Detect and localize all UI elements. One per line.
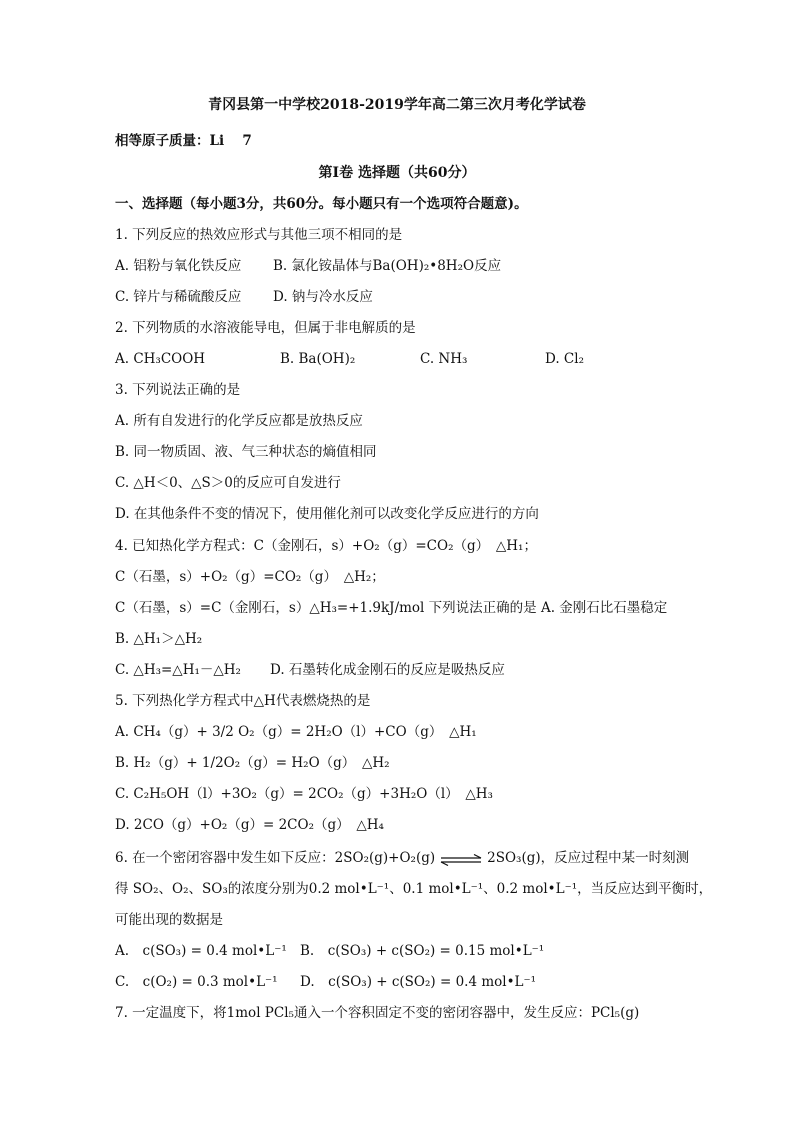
question-6-options-cd (115, 973, 536, 991)
q4-option-c: C. △H₃=△H₁－△H₂ (115, 662, 241, 678)
question-1-options-cd (115, 288, 373, 306)
question-6-options-ab (115, 942, 544, 960)
q2-option-c: C. NH₃ (420, 351, 468, 367)
q2-option-d: D. Cl₂ (545, 351, 584, 367)
q4-option-b: B. △H₁＞△H₂ (115, 631, 203, 647)
q1-option-d: D. 钠与冷水反应 (273, 289, 373, 305)
question-6-line-3: 可能出现的数据是 (115, 912, 223, 928)
section-heading: 第Ⅰ卷 选择题（共60分） (318, 165, 476, 181)
q6-option-b: B. c(SO₃) + c(SO₂) = 0.15 mol•L⁻¹ (300, 943, 545, 959)
question-4-options-cd (115, 661, 505, 679)
q3-option-b: B. 同一物质固、液、气三种状态的熵值相同 (115, 444, 377, 460)
question-6-line-1 (115, 849, 689, 867)
question-6-line-2: 得 SO₂、O₂、SO₃的浓度分别为0.2 mol•L⁻¹、0.1 mol•L⁻¹、0.2 mol•L⁻¹，当反应达到平衡时， (115, 881, 713, 897)
question-7-stem: 7. 一定温度下，将1mol PCl₅通入一个容积固定不变的密闭容器中，发生反应：PCl₅(g) (115, 1005, 640, 1021)
atomic-mass-line: 相等原子质量：Li 7 (115, 133, 252, 149)
question-2-stem: 2. 下列物质的水溶液能导电，但属于非电解质的是 (115, 320, 416, 336)
q2-option-a: A. CH₃COOH (115, 351, 206, 367)
equilibrium-arrow-icon (439, 853, 483, 865)
question-5-stem: 5. 下列热化学方程式中△H代表燃烧热的是 (115, 693, 371, 709)
q5-option-d: D. 2CO（g）+O₂（g）= 2CO₂（g） △H₄ (115, 817, 384, 833)
q6-option-c: C. c(O₂) = 0.3 mol•L⁻¹ (115, 974, 278, 990)
q5-option-c: C. C₂H₅OH（l）+3O₂（g）= 2CO₂（g）+3H₂O（l） △H₃ (115, 786, 493, 802)
q6-option-d: D. c(SO₃) + c(SO₂) = 0.4 mol•L⁻¹ (300, 974, 537, 990)
q3-option-c: C. △H＜0、△S＞0的反应可自发进行 (115, 475, 341, 491)
question-3-stem: 3. 下列说法正确的是 (115, 382, 241, 398)
q6-reactants: 6. 在一个密闭容器中发生如下反应：2SO₂(g)+O₂(g) (115, 850, 436, 866)
question-1-stem: 1. 下列反应的热效应形式与其他三项不相同的是 (115, 227, 403, 243)
question-4-line-2: C（石墨，s）+O₂（g）=CO₂（g） △H₂； (115, 569, 385, 585)
instructions: 一、选择题（每小题3分，共60分。每小题只有一个选项符合题意)。 (115, 196, 528, 212)
q5-option-a: A. CH₄（g）+ 3/2 O₂（g）= 2H₂O（l）+CO（g） △H₁ (115, 724, 477, 740)
q2-option-b: B. Ba(OH)₂ (280, 351, 356, 367)
q6-products: 2SO₃(g)，反应过程中某一时刻测 (487, 850, 690, 866)
question-1-options-ab (115, 257, 501, 275)
q3-option-a: A. 所有自发进行的化学反应都是放热反应 (115, 413, 363, 429)
q1-option-a: A. 铝粉与氧化铁反应 (115, 258, 242, 274)
q4-option-d: D. 石墨转化成金刚石的反应是吸热反应 (270, 662, 505, 678)
q3-option-d: D. 在其他条件不变的情况下，使用催化剂可以改变化学反应进行的方向 (115, 506, 539, 522)
q5-option-b: B. H₂（g）+ 1/2O₂（g）= H₂O（g） △H₂ (115, 755, 390, 771)
question-2-options (115, 350, 584, 368)
q1-option-b: B. 氯化铵晶体与Ba(OH)₂•8H₂O反应 (273, 258, 502, 274)
q1-option-c: C. 锌片与稀硫酸反应 (115, 289, 242, 305)
question-4-line-3: C（石墨，s）=C（金刚石，s）△H₃=+1.9kJ/mol 下列说法正确的是 A. 金刚石比石墨稳定 (115, 600, 668, 616)
question-4-line-1: 4. 已知热化学方程式：C（金刚石，s）+O₂（g）=CO₂（g） △H₁； (115, 538, 537, 554)
q6-option-a: A. c(SO₃) = 0.4 mol•L⁻¹ (115, 943, 287, 959)
exam-title: 青冈县第一中学校2018-2019学年高二第三次月考化学试卷 (208, 97, 586, 113)
